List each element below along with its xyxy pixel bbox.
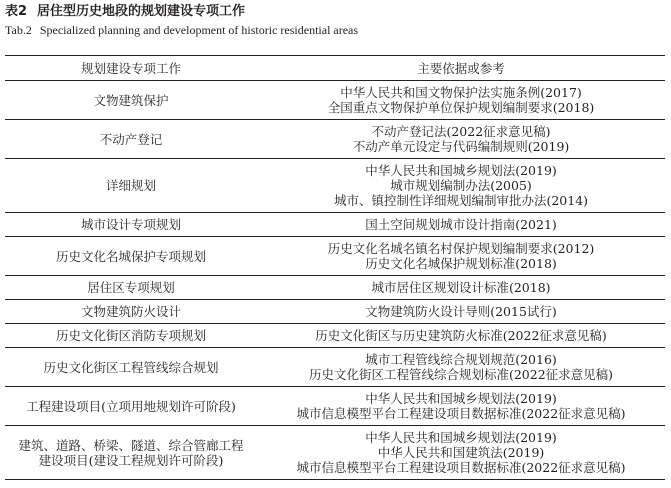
header-project: 规划建设专项工作	[80, 60, 181, 76]
reference-line: 中华人民共和国文物保护法实施条例(2017)	[340, 85, 582, 100]
table-caption-cn	[5, 3, 245, 21]
project-cell	[5, 276, 257, 299]
reference-line: 文物建筑防火设计导则(2015试行)	[365, 304, 557, 319]
reference-cell	[257, 276, 665, 299]
reference-line: 中华人民共和国城乡规划法(2019)	[365, 391, 557, 406]
table-row	[5, 426, 665, 479]
reference-line: 城市、镇控制性详细规划编制审批办法(2014)	[333, 193, 589, 208]
table-title-cn: 居住型历史地段的规划建设专项工作	[37, 4, 246, 19]
table-caption-en	[5, 22, 358, 38]
reference-line: 城市工程管线综合规划规范(2016)	[365, 352, 557, 367]
project-name: 历史文化名城保护专项规划	[55, 248, 206, 264]
reference-cell	[257, 213, 665, 236]
planning-table	[5, 55, 665, 480]
reference-line: 城市规划编制办法(2005)	[390, 178, 532, 193]
table-row	[5, 276, 665, 300]
table-title-en: Specialized planning and development of historic residential areas	[39, 23, 359, 37]
project-name: 历史文化街区工程管线综合规划	[43, 359, 219, 375]
project-cell	[5, 213, 257, 236]
reference-line: 历史文化名城名镇名村保护规划编制要求(2012)	[327, 241, 595, 256]
table-row	[5, 324, 665, 348]
table-header-row	[5, 56, 665, 81]
reference-line: 城市居住区规划设计标准(2018)	[371, 280, 551, 295]
project-cell	[5, 387, 257, 425]
reference-line: 历史文化街区工程管线综合规划标准(2022征求意见稿)	[308, 367, 614, 382]
project-name: 文物建筑防火设计	[80, 304, 181, 319]
project-name: 建设项目(建设工程规划许可阶段)	[38, 452, 224, 468]
table-row	[5, 387, 665, 426]
table-label-en: Tab.2	[5, 23, 32, 37]
project-name: 不动产登记	[99, 131, 163, 147]
reference-line: 不动产登记法(2022征求意见稿)	[371, 124, 551, 139]
reference-line: 国土空间规划城市设计指南(2021)	[365, 217, 557, 232]
project-name: 文物建筑保护	[93, 92, 169, 108]
table-row	[5, 213, 665, 237]
table-row	[5, 159, 665, 213]
project-name: 工程建设项目(立项用地规划许可阶段)	[26, 398, 236, 414]
project-cell	[5, 300, 257, 323]
reference-cell	[257, 348, 665, 386]
reference-line: 中华人民共和国城乡规划法(2019)	[365, 430, 557, 445]
header-references: 主要依据或参考	[417, 60, 505, 76]
reference-line: 中华人民共和国建筑法(2019)	[377, 445, 545, 460]
table-row	[5, 120, 665, 159]
table-row	[5, 237, 665, 276]
project-cell	[5, 81, 257, 119]
table-label-cn: 表2	[5, 4, 28, 19]
reference-line: 历史文化名城保护规划标准(2018)	[365, 256, 557, 271]
project-name: 建筑、道路、桥梁、隧道、综合管廊工程	[18, 437, 244, 453]
project-name: 城市设计专项规划	[80, 217, 181, 232]
reference-cell	[257, 120, 665, 158]
table-row	[5, 348, 665, 387]
reference-cell	[257, 159, 665, 212]
reference-line: 全国重点文物保护单位保护规划编制要求(2018)	[327, 100, 595, 115]
table-row	[5, 81, 665, 120]
reference-cell	[257, 324, 665, 347]
reference-line: 城市信息模型平台工程建设项目数据标准(2022征求意见稿)	[296, 460, 626, 475]
reference-cell	[257, 81, 665, 119]
project-cell	[5, 237, 257, 275]
reference-line: 历史文化街区与历史建筑防火标准(2022征求意见稿)	[315, 328, 607, 343]
project-cell	[5, 324, 257, 347]
reference-line: 中华人民共和国城乡规划法(2019)	[365, 163, 557, 178]
reference-cell	[257, 300, 665, 323]
project-name: 详细规划	[105, 178, 156, 193]
reference-cell	[257, 387, 665, 425]
reference-line: 不动产单元设定与代码编制规则(2019)	[352, 139, 570, 154]
project-cell	[5, 348, 257, 386]
table-row	[5, 300, 665, 324]
reference-cell	[257, 237, 665, 275]
project-cell	[5, 120, 257, 158]
project-cell	[5, 159, 257, 212]
reference-line: 城市信息模型平台工程建设项目数据标准(2022征求意见稿)	[296, 406, 626, 421]
reference-cell	[257, 426, 665, 479]
project-cell	[5, 426, 257, 479]
project-name: 居住区专项规划	[87, 280, 175, 295]
project-name: 历史文化街区消防专项规划	[55, 328, 206, 343]
